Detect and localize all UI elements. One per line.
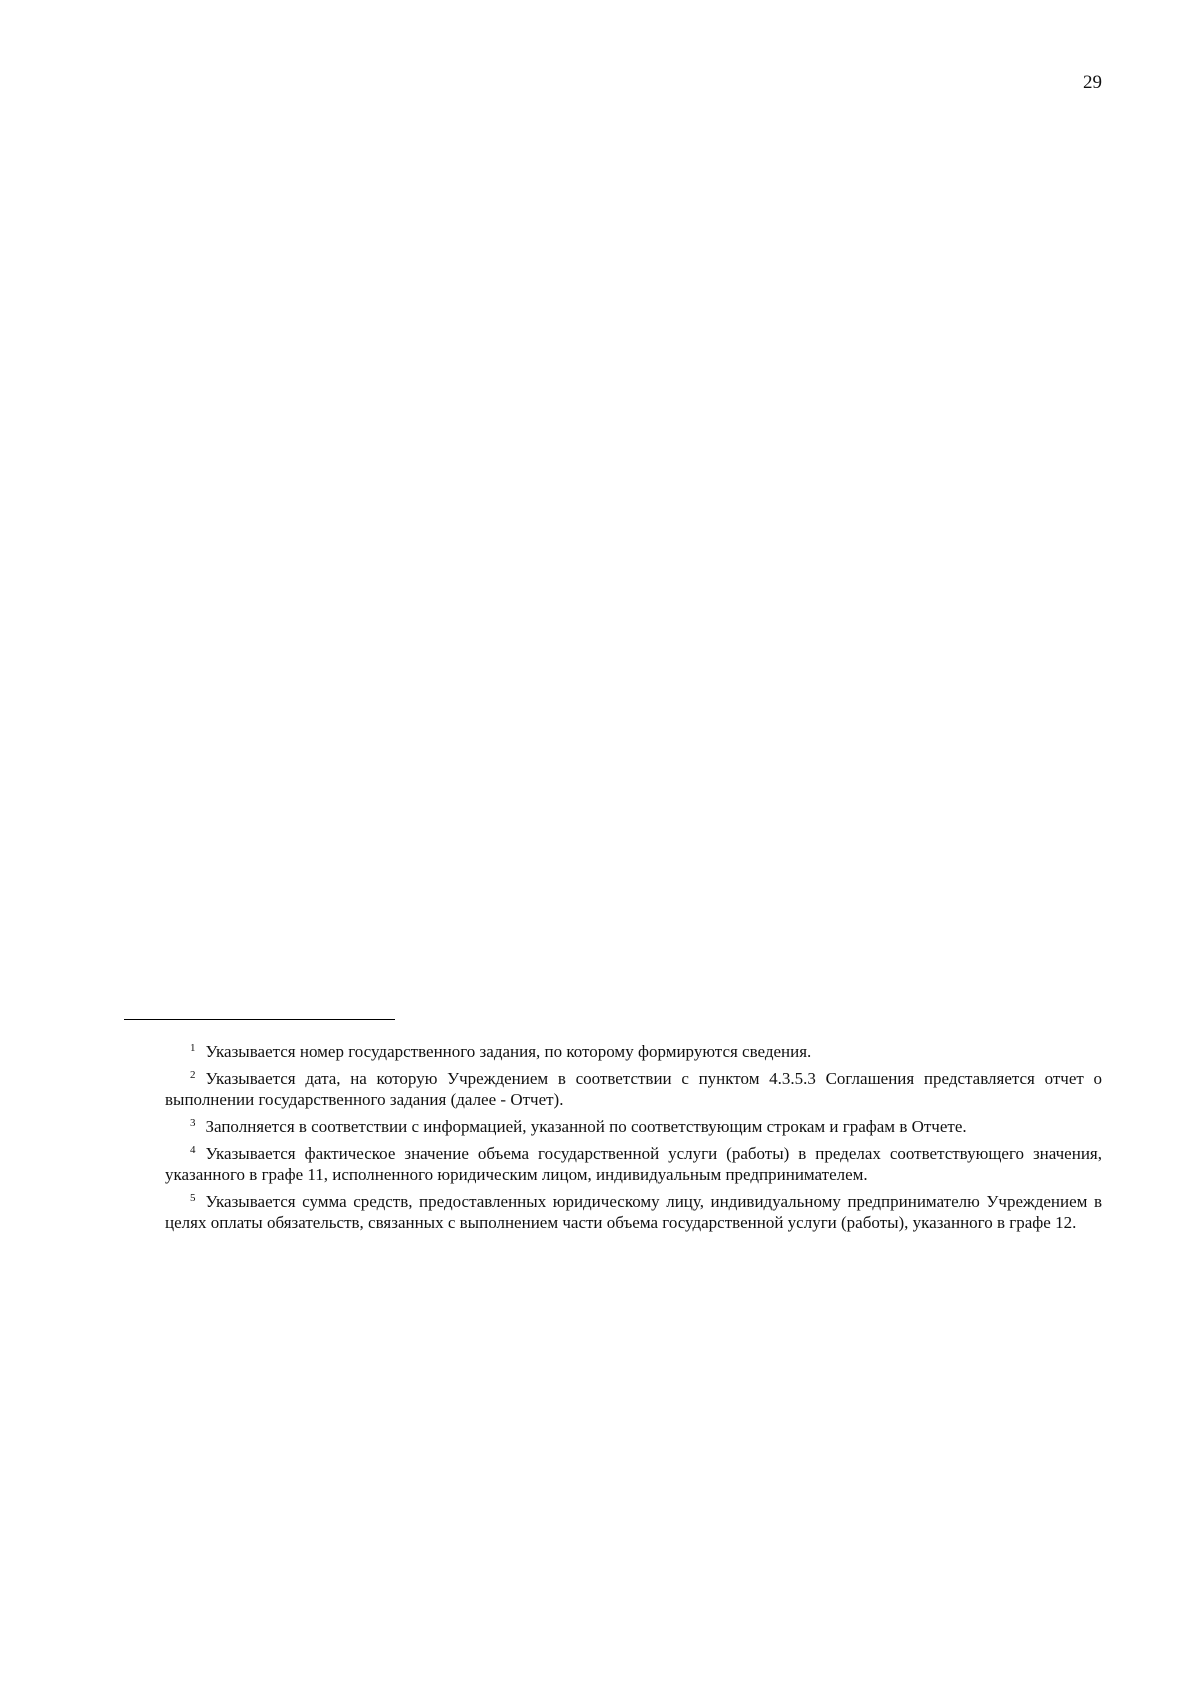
footnote-marker: 3 <box>190 1117 196 1129</box>
footnote-text: Указывается сумма средств, предоставленных юридическому лицу, индивидуальному предпринимателю Учреждением в целях оплаты обязательств, связанных с выполнением части объема государственной услуги (работы), указанного в графе 12. <box>165 1192 1102 1232</box>
footnote-marker: 5 <box>190 1192 196 1204</box>
footnote-separator <box>124 1019 395 1020</box>
footnote-5 <box>165 1191 1102 1233</box>
footnote-marker: 4 <box>190 1144 196 1156</box>
footnote-marker: 2 <box>190 1069 196 1081</box>
footnote-text: Указывается номер государственного задания, по которому формируются сведения. <box>205 1042 812 1061</box>
footnote-3 <box>165 1116 1102 1137</box>
footnote-4 <box>165 1143 1102 1185</box>
footnote-text: Указывается дата, на которую Учреждением в соответствии с пунктом 4.3.5.3 Соглашения представляется отчет о выполнении государственного задания (далее - Отчет). <box>165 1069 1102 1109</box>
footnotes <box>165 1041 1102 1239</box>
page-number: 29 <box>1083 72 1102 93</box>
footnote-marker: 1 <box>190 1042 196 1054</box>
footnote-1 <box>165 1041 1102 1062</box>
footnote-text: Заполняется в соответствии с информацией, указанной по соответствующим строкам и графам в Отчете. <box>205 1117 967 1136</box>
footnote-2 <box>165 1068 1102 1110</box>
footnote-text: Указывается фактическое значение объема государственной услуги (работы) в пределах соответствующего значения, указанного в графе 11, исполненного юридическим лицом, индивидуальным предпринимателем. <box>165 1144 1102 1184</box>
